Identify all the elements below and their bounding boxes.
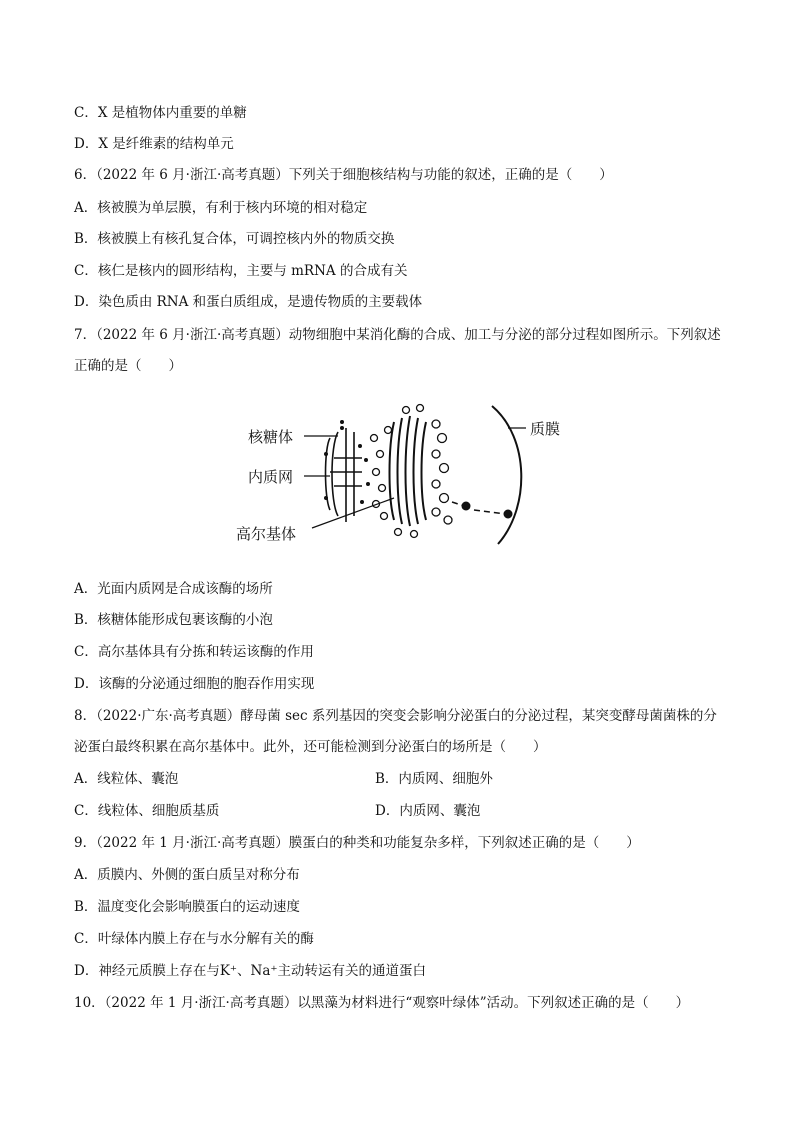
secretory-vesicle — [462, 502, 471, 511]
q7-option-c: C．高尔基体具有分拣和转运该酶的作用 — [74, 644, 314, 660]
q7-option-a: A．光面内质网是合成该酶的场所 — [74, 581, 273, 597]
q7-stem-line2: 正确的是（ ） — [74, 358, 182, 374]
plasma-membrane — [492, 406, 521, 544]
ribosome-dots — [324, 420, 370, 504]
q6-option-b: B．核被膜上有核孔复合体，可调控核内外的物质交换 — [74, 231, 395, 247]
q7-option-d: D．该酶的分泌通过细胞的胞吞作用实现 — [74, 676, 315, 692]
q5-option-c: C．X 是植物体内重要的单糖 — [74, 105, 247, 121]
endoplasmic-reticulum — [326, 428, 363, 522]
exocytosis-vesicle — [504, 510, 512, 518]
golgi-cisternae — [390, 416, 427, 526]
label-membrane: 质膜 — [530, 420, 561, 438]
q8-stem-line2: 泌蛋白最终积累在高尔基体中。此外，还可能检测到分泌蛋白的场所是（ ） — [74, 739, 547, 755]
golgi-vesicles — [395, 405, 453, 538]
q9-option-c: C．叶绿体内膜上存在与水分解有关的酶 — [74, 931, 314, 947]
q8-option-c: C．线粒体、细胞质基质 — [74, 803, 220, 819]
q8-option-d: D．内质网、囊泡 — [375, 803, 481, 819]
q6-stem: 6．（2022 年 6 月·浙江·高考真题）下列关于细胞核结构与功能的叙述，正确的是（ ） — [74, 167, 613, 183]
q8-stem-line1: 8．（2022·广东·高考真题）酵母菌 sec 系列基因的突变会影响分泌蛋白的分泌过程，某突变酵母菌菌株的分 — [74, 708, 717, 724]
label-golgi: 高尔基体 — [236, 525, 297, 543]
q8-option-a: A．线粒体、囊泡 — [74, 771, 179, 787]
q6-option-c: C．核仁是核内的圆形结构，主要与 mRNA 的合成有关 — [74, 263, 408, 279]
q9-option-d: D．神经元质膜上存在与K⁺、Na⁺主动转运有关的通道蛋白 — [74, 963, 427, 979]
q6-option-a: A．核被膜为单层膜，有利于核内环境的相对稳定 — [74, 200, 368, 216]
q6-option-d: D．染色质由 RNA 和蛋白质组成，是遗传物质的主要载体 — [74, 294, 423, 310]
secretion-pathway-figure — [230, 398, 570, 550]
q8-option-b: B．内质网、细胞外 — [375, 771, 493, 787]
q9-stem: 9．（2022 年 1 月·浙江·高考真题）膜蛋白的种类和功能复杂多样，下列叙述正确的是（ ） — [74, 835, 640, 851]
label-ribosome: 核糖体 — [248, 428, 294, 446]
q5-option-d: D．X 是纤维素的结构单元 — [74, 136, 234, 152]
q9-option-b: B．温度变化会影响膜蛋白的运动速度 — [74, 899, 300, 915]
q7-stem-line1: 7．（2022 年 6 月·浙江·高考真题）动物细胞中某消化酶的合成、加工与分泌的部分过程如图所示。下列叙述 — [74, 327, 721, 343]
label-er: 内质网 — [248, 468, 294, 486]
q7-option-b: B．核糖体能形成包裹该酶的小泡 — [74, 612, 273, 628]
q10-stem: 10．（2022 年 1 月·浙江·高考真题）以黑藻为材料进行“观察叶绿体”活动。下列叙述正确的是（ ） — [74, 995, 690, 1011]
q9-option-a: A．质膜内、外侧的蛋白质呈对称分布 — [74, 867, 300, 883]
